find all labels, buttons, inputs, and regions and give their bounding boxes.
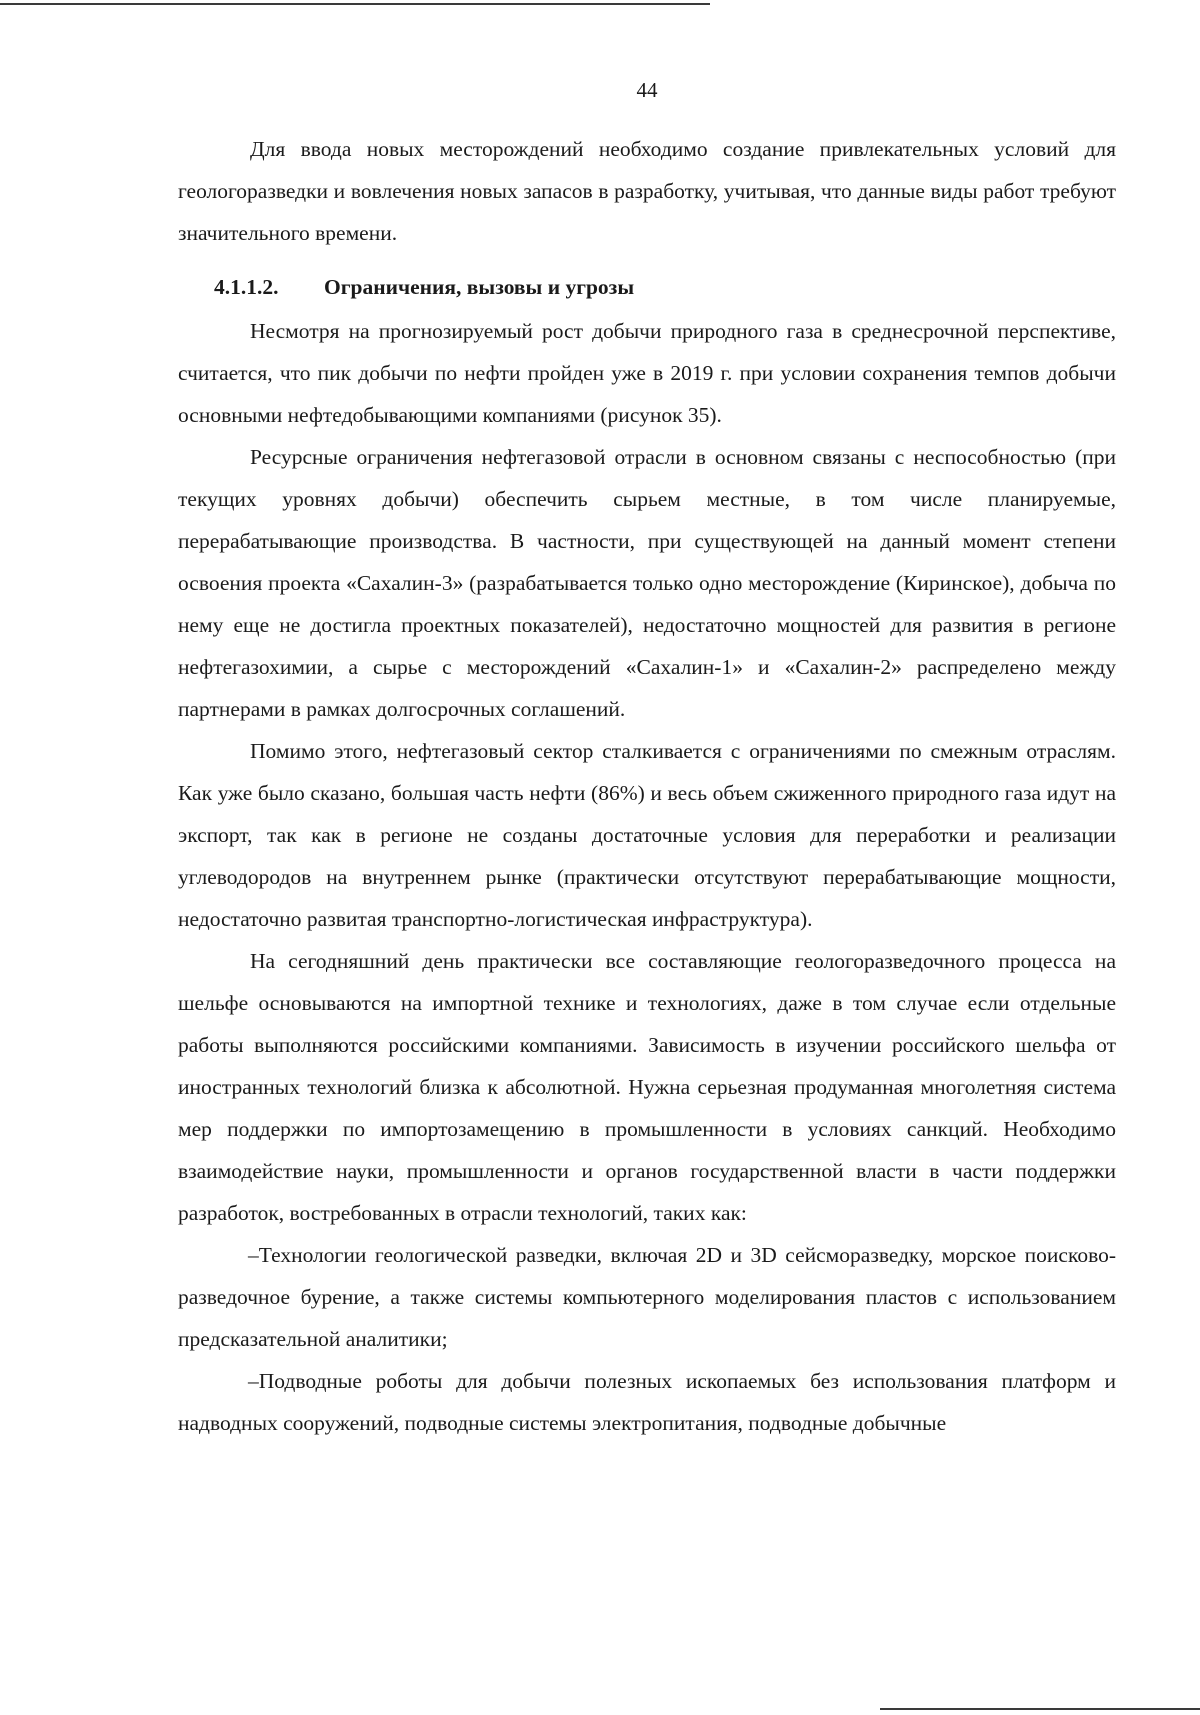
paragraph: Помимо этого, нефтегазовый сектор сталкивается с ограничениями по смежным отраслям. Как уже было сказано, большая часть нефти (86%) и весь объем сжиженного природного газа идут на экспорт, так как в регионе не созданы достаточные условия для переработки и реализации углеводородов на внутреннем рынке (практически отсутствуют перерабатывающие мощности, недостаточно развитая транспортно-логистическая инфраструктура).: [178, 739, 1116, 931]
paragraph: Ресурсные ограничения нефтегазовой отрасли в основном связаны с неспособностью (при текущих уровнях добычи) обеспечить сырьем местные, в том числе планируемые, перерабатывающие производства. В частности, при существующей на данный момент степени освоения проекта «Сахалин-3» (разрабатывается только одно месторождение (Киринское), добыча по нему еще не достигла проектных показателей), недостаточно мощностей для развития в регионе нефтегазохимии, а сырье с месторождений «Сахалин-1» и «Сахалин-2» распределено между партнерами в рамках долгосрочных соглашений.: [178, 445, 1116, 721]
section-title: Ограничения, вызовы и угрозы: [324, 275, 635, 299]
section-number: 4.1.1.2.: [214, 275, 279, 299]
paragraph: Для ввода новых месторождений необходимо создание привлекательных условий для геологоразведки и вовлечения новых запасов в разработку, учитывая, что данные виды работ требуют значительного времени.: [178, 137, 1116, 245]
section-heading: [178, 266, 1116, 308]
scan-border-line: [880, 1708, 1200, 1710]
document-body: [178, 128, 1116, 1444]
paragraph: Несмотря на прогнозируемый рост добычи природного газа в среднесрочной перспективе, считается, что пик добычи по нефти пройден уже в 2019 г. при условии сохранения темпов добычи основными нефтедобывающими компаниями (рисунок 35).: [178, 319, 1116, 427]
list-item: –Подводные роботы для добычи полезных ископаемых без использования платформ и надводных сооружений, подводные системы электропитания, подводные добычные: [178, 1369, 1116, 1435]
page-number: 44: [636, 78, 658, 102]
scan-border-line: [0, 3, 710, 5]
paragraph: На сегодняшний день практически все составляющие геологоразведочного процесса на шельфе основываются на импортной технике и технологиях, даже в том случае если отдельные работы выполняются российскими компаниями. Зависимость в изучении российского шельфа от иностранных технологий близка к абсолютной. Нужна серьезная продуманная многолетняя система мер поддержки по импортозамещению в промышленности в условиях санкций. Необходимо взаимодействие науки, промышленности и органов государственной власти в части поддержки разработок, востребованных в отрасли технологий, таких как:: [178, 949, 1116, 1225]
list-item: –Технологии геологической разведки, включая 2D и 3D сейсморазведку, морское поисково-разведочное бурение, а также системы компьютерного моделирования пластов с использованием предсказательной аналитики;: [178, 1243, 1116, 1351]
